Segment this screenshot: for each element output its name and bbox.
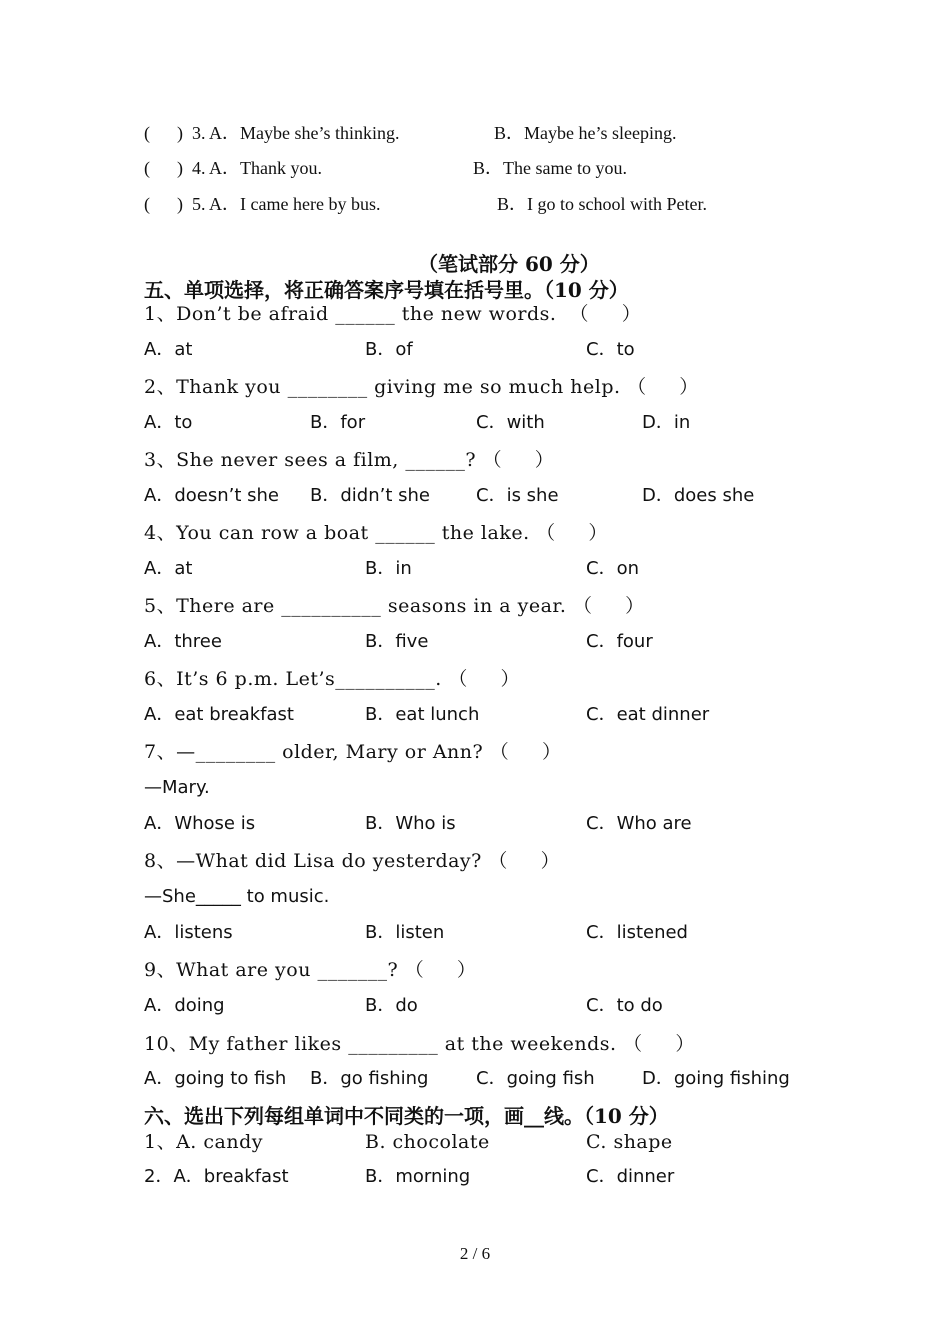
option-a[interactable]: A．going to fish xyxy=(144,1068,287,1089)
option-c[interactable]: C．listened xyxy=(586,922,688,943)
section-6-title: 六、选出下列每组单词中不同类的一项，画__线。（10 分） xyxy=(144,1104,669,1128)
section-5-title: 五、单项选择，将正确答案序号填在括号里。（10 分） xyxy=(144,278,629,302)
question-6: 6、It’s 6 p.m. Let’s__________. （ ） xyxy=(144,668,521,690)
option-a[interactable]: A．doesn’t she xyxy=(144,485,279,506)
question-8: 8、—What did Lisa do yesterday? （ ） xyxy=(144,850,561,872)
option-b: B．I go to school with Peter. xyxy=(497,194,707,214)
written-part-header: （笔试部分 60 分） xyxy=(418,252,600,276)
word-group-2 xyxy=(0,1166,675,1240)
option-b[interactable]: B．listen xyxy=(365,922,445,943)
option-c[interactable]: C．four xyxy=(586,631,653,652)
answer-paren[interactable]: ( ) xyxy=(144,194,183,214)
option-b: B．Maybe he’s sleeping. xyxy=(494,123,677,143)
option-b[interactable]: B．in xyxy=(365,558,412,579)
option-c[interactable]: C．with xyxy=(476,412,545,433)
option-a[interactable]: A．at xyxy=(144,339,193,360)
page-number: 2 / 6 xyxy=(459,1244,491,1263)
option-b[interactable]: B. chocolate xyxy=(365,1131,490,1153)
option-b[interactable]: B．morning xyxy=(365,1166,471,1187)
option-a[interactable]: 2．A．breakfast xyxy=(144,1166,289,1187)
option-a: 4. A．Thank you. xyxy=(192,158,322,178)
question-9: 9、What are you _______? （ ） xyxy=(144,959,477,981)
option-a[interactable]: A．listens xyxy=(144,922,233,943)
option-a[interactable]: A．Whose is xyxy=(144,813,256,834)
option-a[interactable]: A．doing xyxy=(144,995,225,1016)
option-c[interactable]: C. shape xyxy=(586,1131,673,1153)
question-7: 7、—________ older, Mary or Ann? （ ） xyxy=(144,741,562,763)
option-d[interactable]: D．does she xyxy=(642,485,755,506)
option-a[interactable]: A．eat breakfast xyxy=(144,704,294,725)
question-1: 1、Don’t be afraid ______ the new words. （ ） xyxy=(144,303,642,325)
option-b[interactable]: B．do xyxy=(365,995,418,1016)
option-c[interactable]: C．is she xyxy=(476,485,559,506)
option-c[interactable]: C．Who are xyxy=(586,813,692,834)
option-b[interactable]: B．Who is xyxy=(365,813,456,834)
option-a[interactable]: 1、A. candy xyxy=(144,1131,263,1153)
question-4: 4、You can row a boat ______ the lake. （ ） xyxy=(144,522,608,544)
option-d[interactable]: D．in xyxy=(642,412,691,433)
option-c[interactable]: C．to xyxy=(586,339,635,360)
option-c[interactable]: C．eat dinner xyxy=(586,704,710,725)
question-10: 10、My father likes _________ at the weekends. （ ） xyxy=(144,1033,695,1055)
question-3: 3、She never sees a film, ______? （ ） xyxy=(144,449,555,471)
option-a[interactable]: A．at xyxy=(144,558,193,579)
option-b[interactable]: B．five xyxy=(365,631,429,652)
option-a[interactable]: A．three xyxy=(144,631,222,652)
option-a: 3. A．Maybe she’s thinking. xyxy=(192,123,400,143)
option-a[interactable]: A．to xyxy=(144,412,193,433)
option-b[interactable]: B．didn’t she xyxy=(310,485,430,506)
option-b[interactable]: B．of xyxy=(365,339,413,360)
option-a: 5. A．I came here by bus. xyxy=(192,194,381,214)
option-c[interactable]: C．dinner xyxy=(586,1166,675,1187)
answer-line-7: —Mary. xyxy=(144,777,210,798)
question-5: 5、There are __________ seasons in a year. （ ） xyxy=(144,595,645,617)
option-c[interactable]: C．to do xyxy=(586,995,663,1016)
option-b[interactable]: B．for xyxy=(310,412,366,433)
answer-paren[interactable]: ( ) xyxy=(144,158,183,178)
answer-line-8: —She_____ to music. xyxy=(144,886,330,907)
question-2: 2、Thank you ________ giving me so much help. （ ） xyxy=(144,376,699,398)
option-b[interactable]: B．eat lunch xyxy=(365,704,480,725)
option-b: B．The same to you. xyxy=(473,158,627,178)
option-b[interactable]: B．go fishing xyxy=(310,1068,429,1089)
option-c[interactable]: C．on xyxy=(586,558,639,579)
option-d[interactable]: D．going fishing xyxy=(642,1068,790,1089)
answer-paren[interactable]: ( ) xyxy=(144,123,183,143)
option-c[interactable]: C．going fish xyxy=(476,1068,595,1089)
